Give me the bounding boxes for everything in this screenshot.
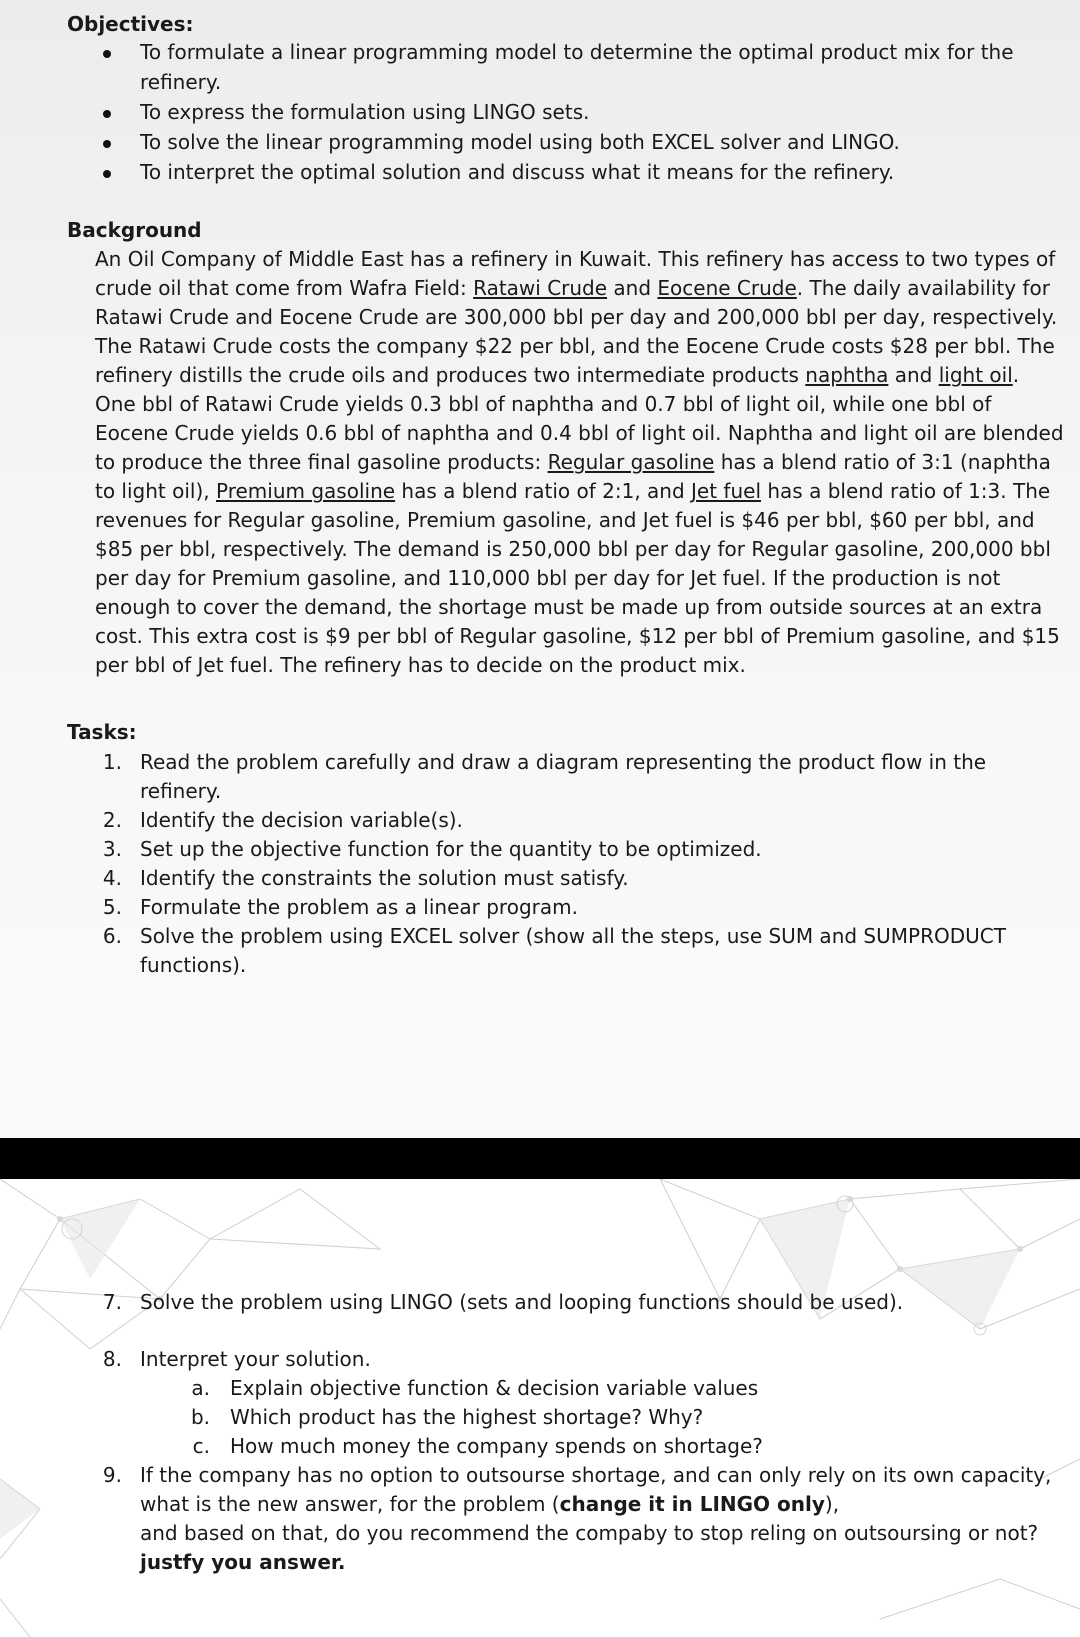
task-number: 6. bbox=[102, 924, 122, 948]
objective-item-4: To interpret the optimal solution and discuss what it means for the refinery. bbox=[140, 160, 895, 184]
page-separator-bar bbox=[0, 1138, 1080, 1179]
background-heading: Background bbox=[67, 218, 202, 242]
subtask-letter: b. bbox=[190, 1405, 210, 1429]
task-8a: Explain objective function & decision variable values bbox=[230, 1376, 759, 1400]
task-7: Solve the problem using LINGO (sets and looping functions should be used). bbox=[140, 1290, 904, 1314]
task-number: 8. bbox=[102, 1347, 122, 1371]
task-number: 2. bbox=[102, 808, 122, 832]
task-3: Set up the objective function for the quantity to be optimized. bbox=[140, 837, 762, 861]
task-4: Identify the constraints the solution must satisfy. bbox=[140, 866, 629, 890]
task-9-line1: If the company has no option to outsourse shortage, and can only rely on its own capacity, bbox=[140, 1463, 1052, 1487]
task-8: Interpret your solution. bbox=[140, 1347, 371, 1371]
background-line-7: Eocene Crude yields 0.6 bbl of naphtha and 0.4 bbl of light oil. Naphtha and light oil are blended bbox=[95, 421, 1064, 445]
bullet-icon bbox=[103, 50, 111, 58]
objective-item-1-line1: To formulate a linear programming model to determine the optimal product mix for the bbox=[140, 40, 1014, 64]
background-line-2: crude oil that come from Wafra Field: Ratawi Crude and Eocene Crude. The daily availability for bbox=[95, 276, 1050, 300]
background-line-8: to produce the three final gasoline products: Regular gasoline has a blend ratio of 3:1 (naphtha bbox=[95, 450, 1051, 474]
light-oil-term: light oil bbox=[938, 363, 1013, 387]
background-line-9: to light oil), Premium gasoline has a blend ratio of 2:1, and Jet fuel has a blend ratio of 1:3. The bbox=[95, 479, 1051, 503]
task-6-line2: functions). bbox=[140, 953, 247, 977]
background-line-4: The Ratawi Crude costs the company $22 per bbl, and the Eocene Crude costs $28 per bbl. The bbox=[95, 334, 1055, 358]
bullet-icon bbox=[103, 170, 111, 178]
background-line-11: $85 per bbl, respectively. The demand is 250,000 bbl per day for Regular gasoline, 200,000 bbl bbox=[95, 537, 1051, 561]
document-page-bottom bbox=[0, 1179, 1080, 1637]
task-9-line3: and based on that, do you recommend the compaby to stop reling on outsoursing or not? bbox=[140, 1521, 1039, 1545]
task-8b: Which product has the highest shortage? Why? bbox=[230, 1405, 704, 1429]
task-number: 3. bbox=[102, 837, 122, 861]
bullet-icon bbox=[103, 110, 111, 118]
tasks-heading: Tasks: bbox=[67, 720, 137, 744]
background-line-3: Ratawi Crude and Eocene Crude are 300,000 bbl per day and 200,000 bbl per day, respectively. bbox=[95, 305, 1058, 329]
background-line-6: One bbl of Ratawi Crude yields 0.3 bbl of naphtha and 0.7 bbl of light oil, while one bbl of bbox=[95, 392, 992, 416]
subtask-letter: c. bbox=[192, 1434, 210, 1458]
background-line-12: per day for Premium gasoline, and 110,000 bbl per day for Jet fuel. If the production is not bbox=[95, 566, 1001, 590]
task-6-line1: Solve the problem using EXCEL solver (show all the steps, use SUM and SUMPRODUCT bbox=[140, 924, 1006, 948]
task-8c: How much money the company spends on shortage? bbox=[230, 1434, 763, 1458]
regular-gasoline-term: Regular gasoline bbox=[547, 450, 715, 474]
lingo-emphasis: change it in LINGO only bbox=[559, 1492, 825, 1516]
task-number: 4. bbox=[102, 866, 122, 890]
task-number: 7. bbox=[102, 1290, 122, 1314]
background-line-10: revenues for Regular gasoline, Premium gasoline, and Jet fuel is $46 per bbl, $60 per bbl, and bbox=[95, 508, 1035, 532]
task-1-line1: Read the problem carefully and draw a diagram representing the product flow in the bbox=[140, 750, 987, 774]
objective-item-2: To express the formulation using LINGO sets. bbox=[140, 100, 590, 124]
background-line-1: An Oil Company of Middle East has a refinery in Kuwait. This refinery has access to two types of bbox=[95, 247, 1056, 271]
task-9-line4: justfy you answer. bbox=[140, 1550, 346, 1574]
premium-gasoline-term: Premium gasoline bbox=[216, 479, 396, 503]
background-line-5: refinery distills the crude oils and produces two intermediate products naphtha and light oil. bbox=[95, 363, 1020, 387]
eocene-crude-term: Eocene Crude bbox=[657, 276, 797, 300]
background-line-14: cost. This extra cost is $9 per bbl of Regular gasoline, $12 per bbl of Premium gasoline, and $15 bbox=[95, 624, 1060, 648]
task-2: Identify the decision variable(s). bbox=[140, 808, 463, 832]
task-number: 9. bbox=[102, 1463, 122, 1487]
task-1-line2: refinery. bbox=[140, 779, 222, 803]
bullet-icon bbox=[103, 140, 111, 148]
objectives-heading: Objectives: bbox=[67, 12, 194, 36]
task-number: 1. bbox=[102, 750, 122, 774]
task-9-line2: what is the new answer, for the problem (change it in LINGO only), bbox=[140, 1492, 840, 1516]
naphtha-term: naphtha bbox=[805, 363, 889, 387]
objective-item-3: To solve the linear programming model using both EXCEL solver and LINGO. bbox=[140, 130, 900, 154]
jet-fuel-term: Jet fuel bbox=[691, 479, 762, 503]
task-number: 5. bbox=[102, 895, 122, 919]
objective-item-1-line2: refinery. bbox=[140, 70, 222, 94]
subtask-letter: a. bbox=[191, 1376, 210, 1400]
background-line-15: per bbl of Jet fuel. The refinery has to decide on the product mix. bbox=[95, 653, 746, 677]
background-line-13: enough to cover the demand, the shortage must be made up from outside sources at an extra bbox=[95, 595, 1043, 619]
task-5: Formulate the problem as a linear program. bbox=[140, 895, 578, 919]
ratawi-crude-term: Ratawi Crude bbox=[473, 276, 608, 300]
